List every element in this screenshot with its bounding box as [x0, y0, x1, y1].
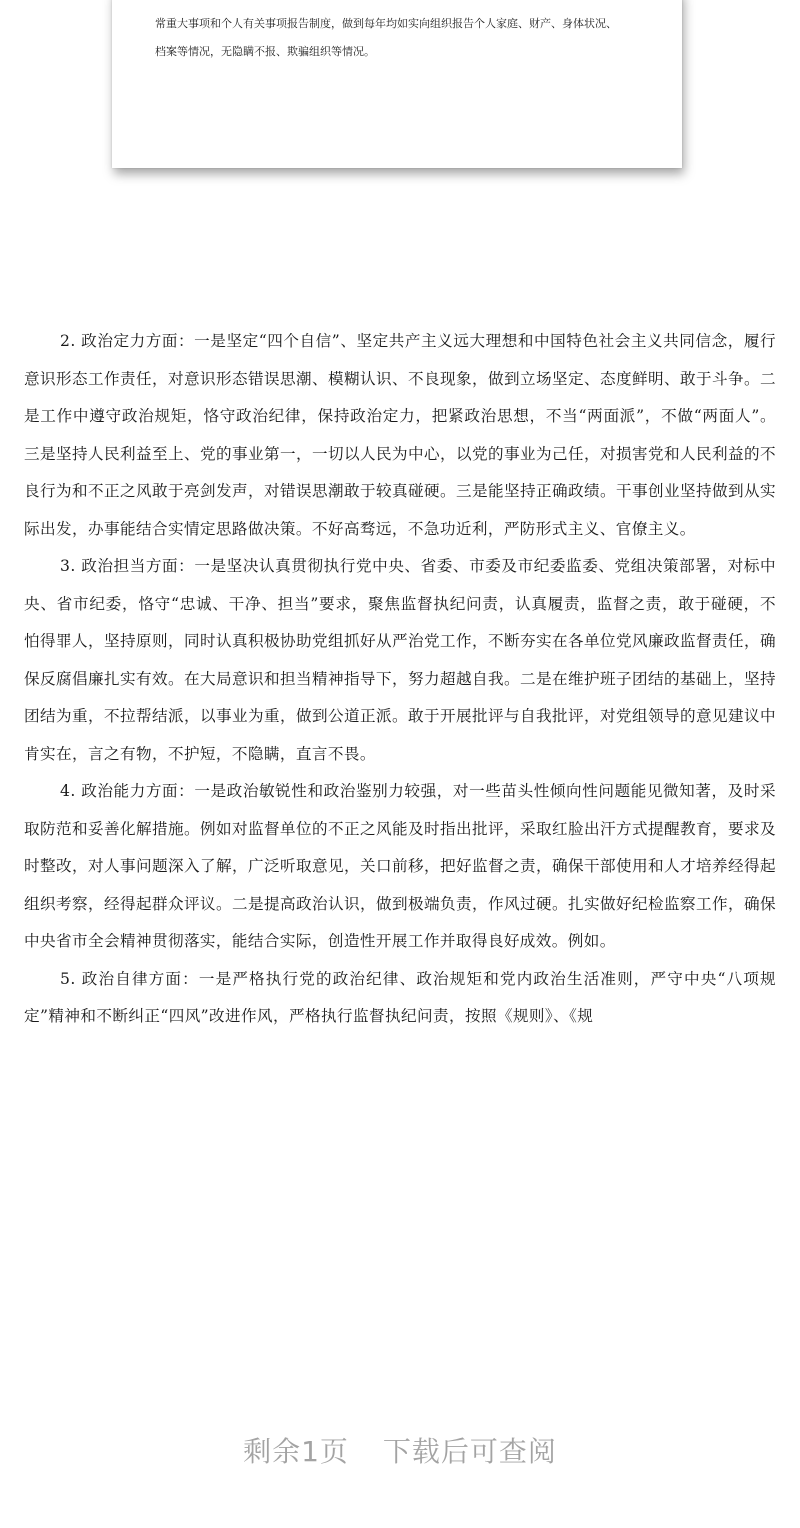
preview-card-text — [155, 10, 675, 66]
paragraph-political-stability: 2. 政治定力方面：一是坚定“四个自信”、坚定共产主义远大理想和中国特色社会主义共同信念，履行意识形态工作责任，对意识形态错误思潮、模糊认识、不良现象，做到立场坚定、态度鲜明、敢于斗争。二是工作中遵守政治规矩，恪守政治纪律，保持政治定力，把紧政治思想，不当“两面派”，不做“两面人”。三是坚持人民利益至上、党的事业第一，一切以人民为中心，以党的事业为己任，对损害党和人民利益的不良行为和不正之风敢于亮剑发声，对错误思潮敢于较真碰硬。三是能坚持正确政绩。干事创业坚持做到从实际出发，办事能结合实情定思路做决策。不好高骛远，不急功近利，严防形式主义、官僚主义。 — [24, 332, 776, 538]
download-to-view-link[interactable]: 下载后可查阅 — [382, 1435, 557, 1468]
document-preview-card — [112, 0, 682, 168]
paragraph-political-responsibility: 3. 政治担当方面：一是坚决认真贯彻执行党中央、省委、市委及市纪委监委、党组决策部署，对标中央、省市纪委，恪守“忠诚、干净、担当”要求，聚焦监督执纪问责，认真履责，监督之责，敢于碰硬，不怕得罪人，坚持原则，同时认真积极协助党组抓好从严治党工作，不断夯实在各单位党风廉政监督责任，确保反腐倡廉扎实有效。在大局意识和担当精神指导下，努力超越自我。二是在维护班子团结的基础上，坚持团结为重，不拉帮结派，以事业为重，做到公道正派。敢于开展批评与自我批评，对党组领导的意见建议中肯实在，言之有物，不护短，不隐瞒，直言不畏。 — [24, 557, 776, 763]
download-prompt-banner[interactable] — [0, 1428, 800, 1472]
document-body — [24, 323, 776, 1036]
paragraph-political-ability: 4. 政治能力方面：一是政治敏锐性和政治鉴别力较强，对一些苗头性倾向性问题能见微知著，及时采取防范和妥善化解措施。例如对监督单位的不正之风能及时指出批评，采取红脸出汗方式提醒教育，要求及时整改，对人事问题深入了解，广泛听取意见，关口前移，把好监督之责，确保干部使用和人才培养经得起组织考察，经得起群众评议。二是提高政治认识，做到极端负责，作风过硬。扎实做好纪检监察工作，确保中央省市全会精神贯彻落实，能结合实际，创造性开展工作并取得良好成效。例如。 — [24, 782, 776, 950]
preview-line: 常重大事项和个人有关事项报告制度，做到每年均如实向组织报告个人家庭、财产、身体状况、 — [155, 17, 617, 30]
paragraph-political-self-discipline: 5. 政治自律方面：一是严格执行党的政治纪律、政治规矩和党内政治生活准则，严守中央“八项规定”精神和不断纠正“四风”改进作风，严格执行监督执纪问责，按照《规则》、《规 — [24, 969, 776, 1025]
remaining-pages-label: 剩余1页 — [243, 1435, 349, 1468]
preview-line: 档案等情况，无隐瞒不报、欺骗组织等情况。 — [155, 45, 375, 58]
